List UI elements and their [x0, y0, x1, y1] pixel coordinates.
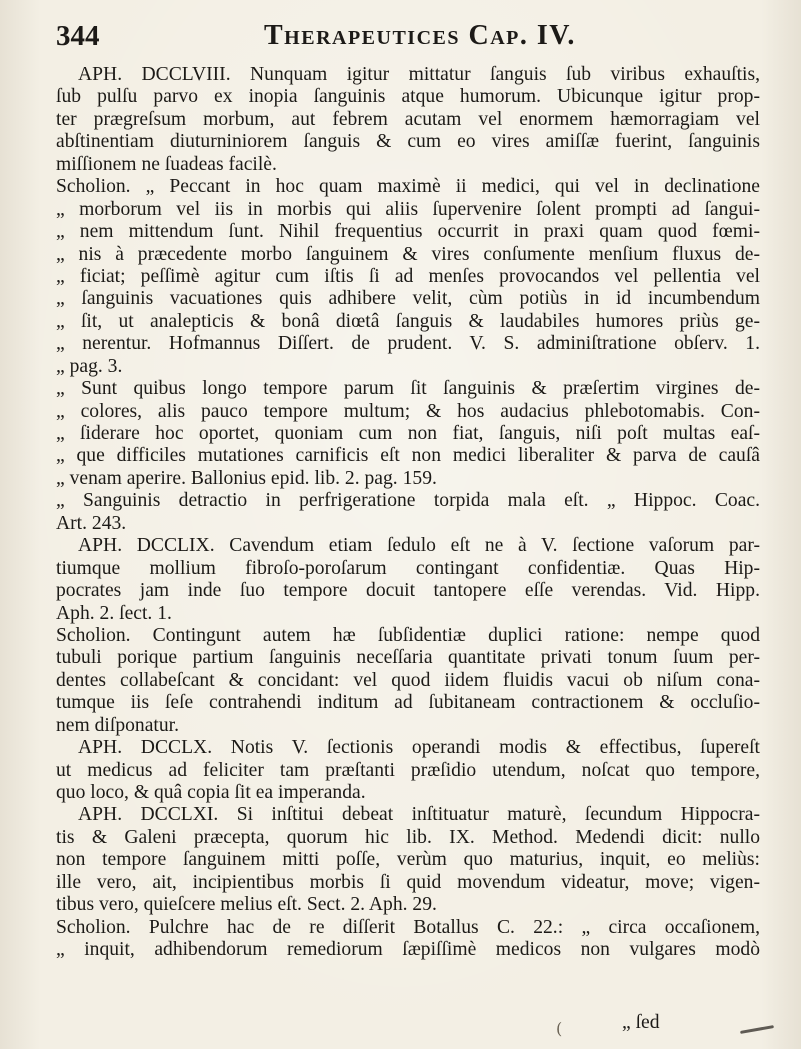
text-line: nem diſponatur.: [56, 714, 179, 736]
text-line: ter prægreſsum morbum, aut febrem acutam vel enormem hæmorragiam vel: [56, 108, 760, 130]
page-header: [54, 16, 754, 56]
text-line: „ Sanguinis detractio in perfrigeratione torpida mala eſt. „ Hippoc. Coac.: [56, 490, 760, 512]
scholion-line: Scholion. Pulchre hac de re diſſerit Botallus C. 22.: „ circa occaſionem,: [56, 916, 760, 938]
citation-line: Art. 243.: [56, 512, 127, 534]
text-line: „ nis à præcedente morbo ſanguinem & vires conſumente menſium fluxus de-: [56, 243, 760, 265]
scholion-line: Scholion. „ Peccant in hoc quam maximè ii medici, qui vel in declinatione: [56, 176, 760, 198]
text-line: „ que difficiles mutationes carnificis eſt non medici liberaliter & parva de cauſâ: [56, 445, 760, 467]
text-line: „ ſiderare hoc oportet, quoniam cum non fiat, ſanguis, niſi poſt multas eaſ-: [56, 423, 760, 444]
text-line: ut medicus ad feliciter tam præſtanti præſidio utendum, noſcat quo tempore,: [56, 759, 760, 781]
text-line: „ colores, alis pauco tempore multum; & hos audacius phlebotomabis. Con-: [56, 400, 760, 422]
citation-line: „ venam aperire. Ballonius epid. lib. 2. pag. 159.: [56, 467, 437, 489]
running-title: Therapeutices Cap. IV.: [264, 20, 576, 51]
aphorism-758-line: APH. DCCLVIII. Nunquam igitur mittatur ſanguis ſub viribus exhauſtis,: [78, 64, 760, 85]
text-line: „ morborum vel iis in morbis qui aliis ſupervenire ſolent prompti ad ſangui-: [56, 198, 760, 220]
text-line: „ inquit, adhibendorum remediorum ſæpiſſimè medicos non vulgares modò: [56, 939, 760, 961]
footer-mark: (: [556, 1019, 563, 1038]
text-line: abſtinentiam diuturniniorem ſanguis & cum eo vires amiſſæ fuerint, ſanguinis: [56, 131, 760, 153]
text-line: dentes collabeſcant & concidant: vel quod iidem fluidis vacui ob niſum cona-: [56, 669, 760, 691]
text-line: quo loco, & quâ copia ſit ea imperanda.: [56, 782, 366, 803]
ink-stain: [740, 1025, 774, 1034]
text-line: pocrates jam inde ſuo tempore docuit tantopere eſſe verendas. Vid. Hipp.: [56, 580, 760, 602]
aphorism-761-line: APH. DCCLXI. Si inſtitui debeat inſtituatur maturè, ſecundum Hippocra-: [78, 804, 760, 826]
text-line: „ Sunt quibus longo tempore parum ſit ſanguinis & præſertim virgines de-: [56, 378, 760, 400]
body-text: [56, 64, 760, 962]
aphorism-759-line: APH. DCCLIX. Cavendum etiam ſedulo eſt ne à V. ſectione vaſorum par-: [78, 535, 760, 557]
aphorism-760-line: APH. DCCLX. Notis V. ſectionis operandi modis & effectibus, ſupereſt: [78, 737, 760, 759]
text-line: „ ſanguinis vacuationes quis adhibere velit, cùm potiùs in id incumbendum: [56, 288, 760, 310]
citation-line: tibus vero, quieſcere melius eſt. Sect. 2. Aph. 29.: [56, 894, 437, 916]
citation-line: „ pag. 3.: [56, 355, 123, 377]
text-line: tiumque mollium fibroſo-poroſarum contingant confidentiæ. Quas Hip-: [56, 557, 760, 579]
text-line: „ nem mittendum ſunt. Nihil frequentius occurrit in praxi quam quod fœmi-: [56, 221, 760, 243]
scholion-line: Scholion. Contingunt autem hæ ſubſidentiæ duplici ratione: nempe quod: [56, 624, 760, 646]
text-line: „ ficiat; peſſimè agitur cum iſtis ſi ad menſes provocandos vel pellentia vel: [56, 265, 760, 287]
citation-line: „ nerentur. Hofmannus Diſſert. de prudent. V. S. adminiſtratione obſerv. 1.: [56, 333, 760, 355]
text-line: ſub pulſu parvo ex inopia ſanguinis atque humorum. Ubicunque igitur prop-: [56, 86, 760, 108]
citation-line: Aph. 2. ſect. 1.: [56, 602, 172, 624]
text-line: tumque iis ſeſe contrahendi inditum ad ſubitaneam contractionem & occluſio-: [56, 692, 760, 714]
catchword: „ ſed: [622, 1012, 660, 1033]
text-line: tubuli porique partium ſanguinis neceſſaria quantitate privati tonum ſuum per-: [56, 647, 760, 669]
text-line: miſſionem ne ſuadeas facilè.: [56, 153, 277, 175]
text-line: tis & Galeni præcepta, quorum hic lib. IX. Method. Medendi dicit: nullo: [56, 826, 760, 848]
text-line: ille vero, ait, incipientibus morbis ſi quid movendum videatur, move; vigen-: [56, 871, 760, 893]
text-line: non tempore ſanguinem mitti poſſe, verùm quo maturius, inquit, eo meliùs:: [56, 849, 760, 871]
page-number: 344: [56, 20, 100, 52]
text-line: „ ſit, ut analepticis & bonâ diœtâ ſanguis & laudabiles humores priùs ge-: [56, 310, 760, 332]
